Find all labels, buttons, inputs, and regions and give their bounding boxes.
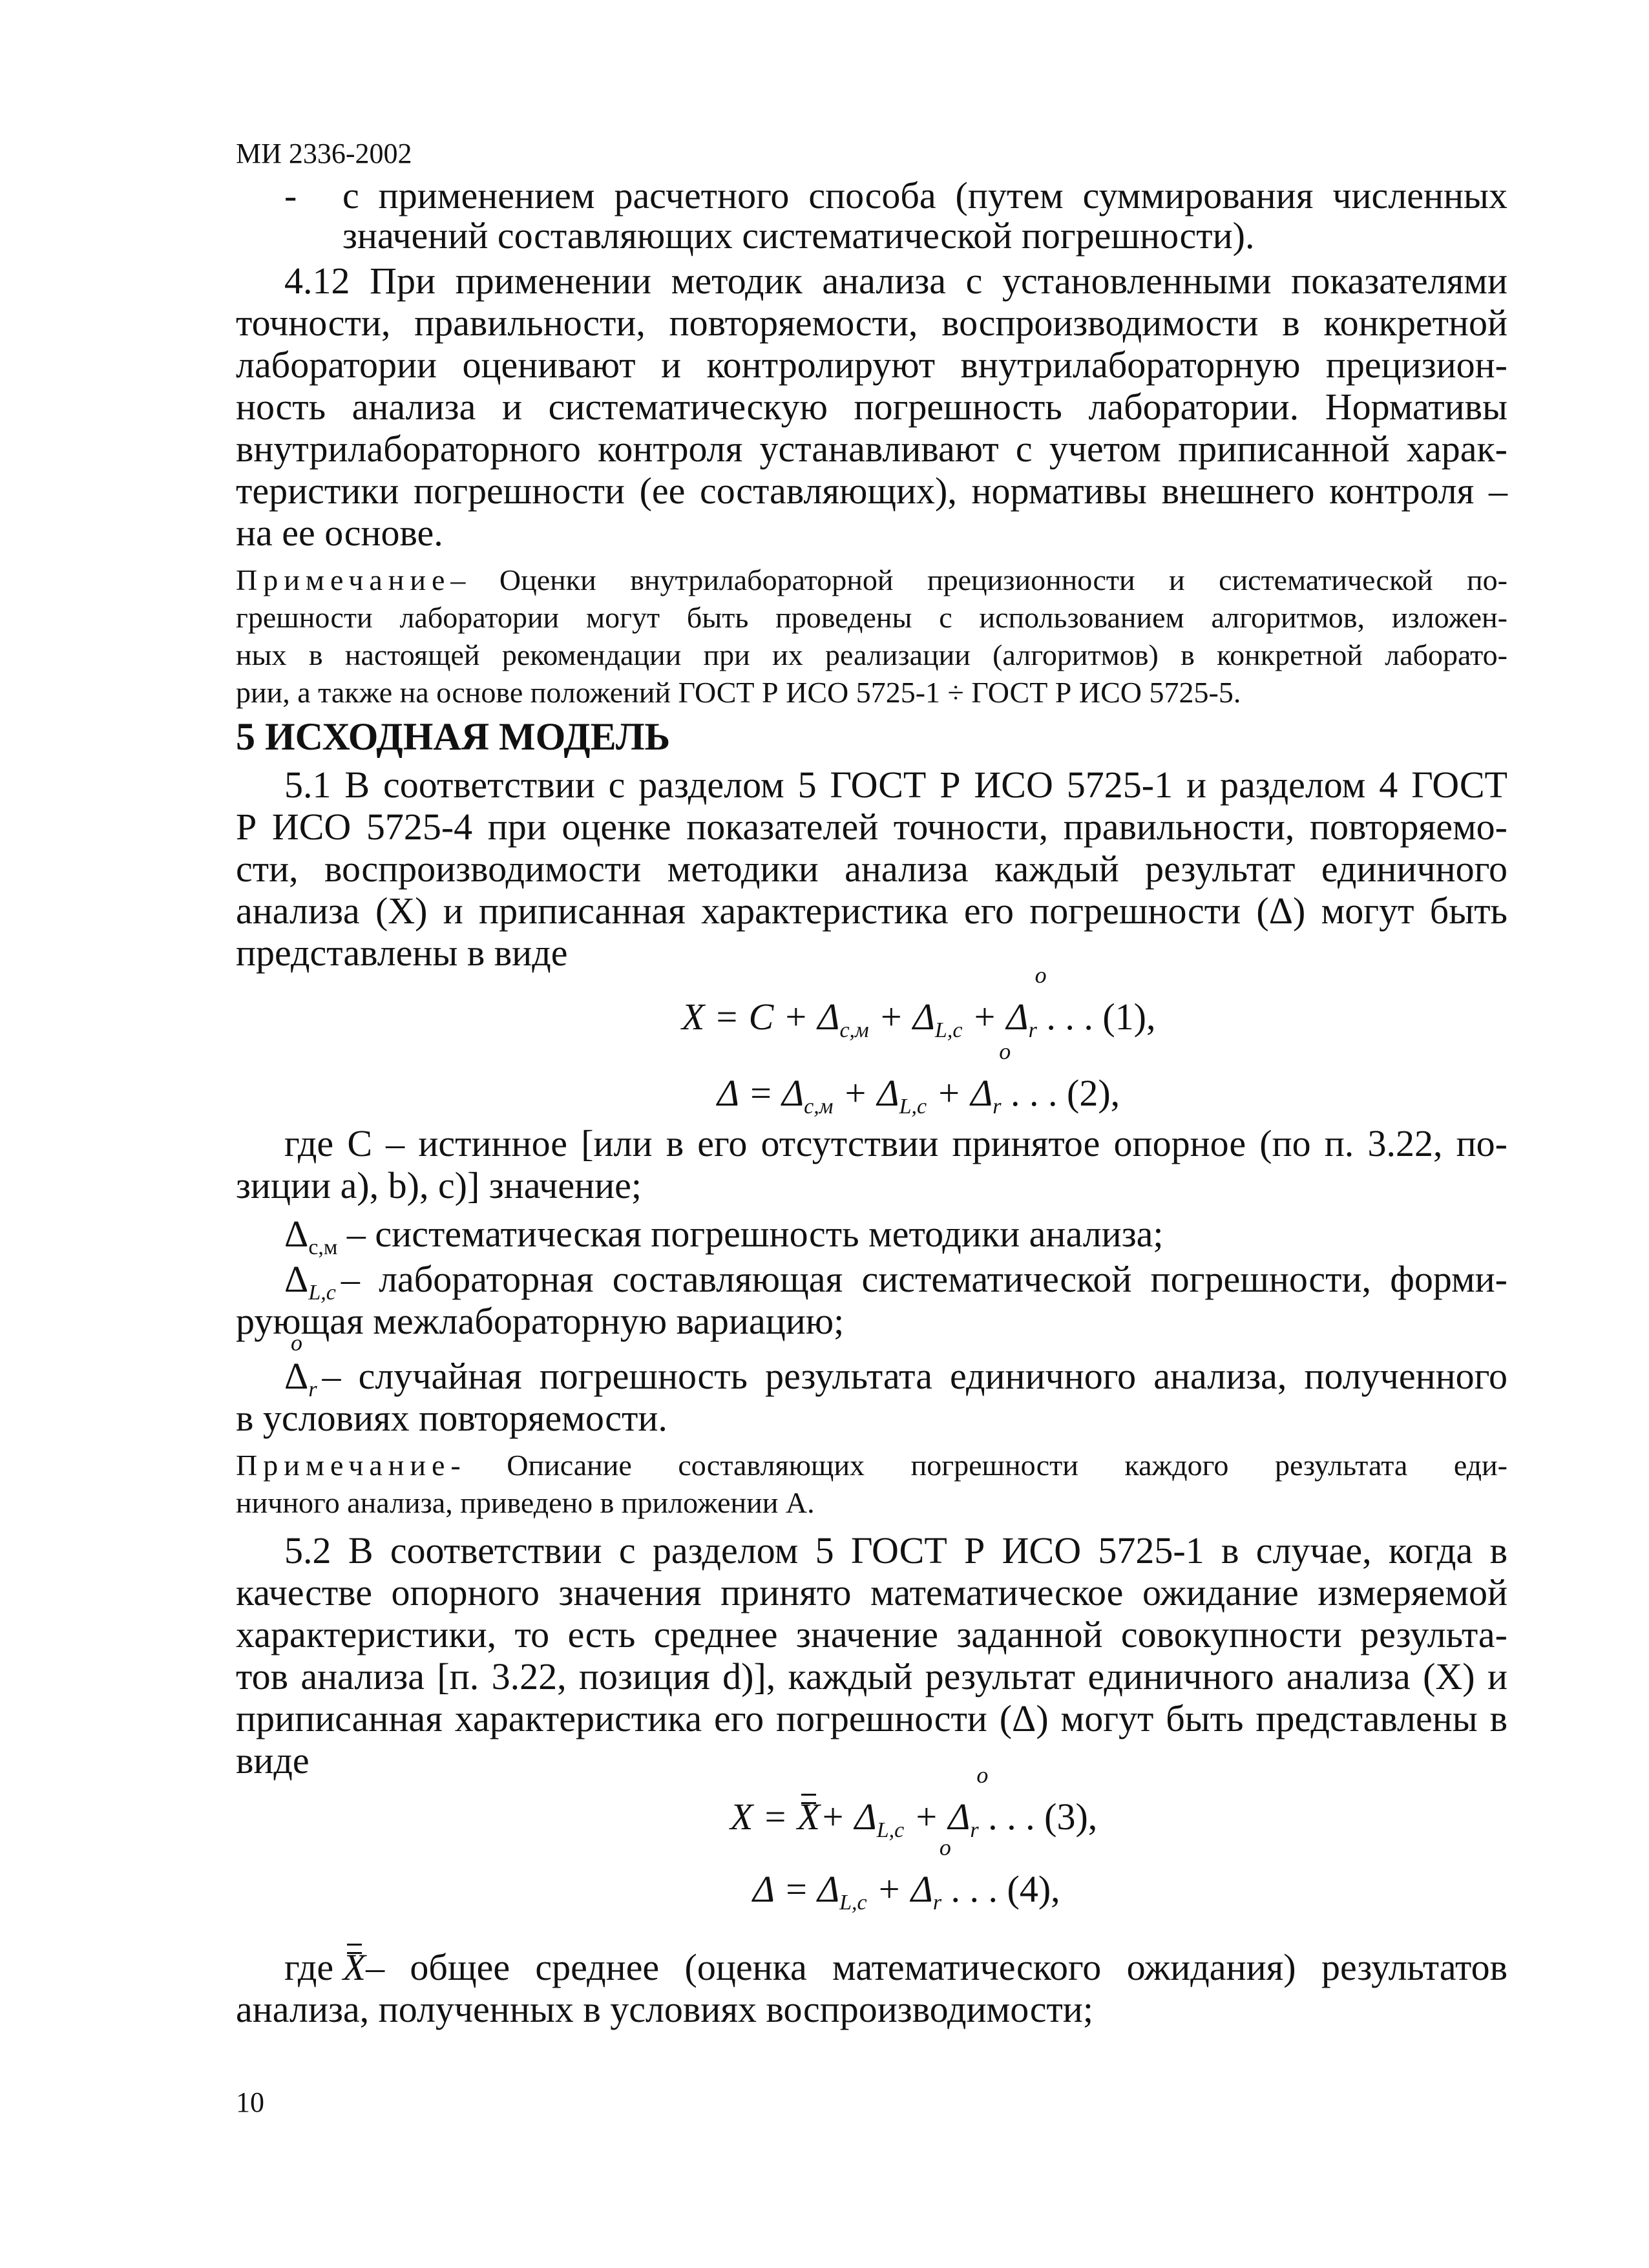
formula-4: $\Delta = \Delta_{L,c} + \Delta o$ $_r$ . . . (4), bbox=[753, 1867, 1060, 1911]
paragraph-line: виде bbox=[236, 1739, 310, 1781]
definition-line: анализа, полученных в условиях воспроизводимости; bbox=[236, 1988, 1093, 2030]
paragraph-line: 5.1 В соответствии с разделом 5 ГОСТ Р ИСО 5725-1 и разделом 4 ГОСТ bbox=[284, 764, 1507, 806]
section-heading: 5 ИСХОДНАЯ МОДЕЛЬ bbox=[236, 715, 671, 758]
double-bar-x: X bbox=[797, 1796, 821, 1838]
note-line: грешности лаборатории могут быть проведены с использованием алгоритмов, изложен- bbox=[236, 601, 1507, 634]
definition-lc: $\Delta_{L,c}$ – лабораторная составляющая систематической погрешности, форми- bbox=[284, 1258, 1507, 1305]
formula-1: $X = C + \Delta_{с,м} + \Delta_{L,c} + \Delta o$ $_r$ . . . (1), bbox=[682, 995, 1155, 1038]
paragraph-line: 5.2 В соответствии с разделом 5 ГОСТ Р ИСО 5725-1 в случае, когда в bbox=[284, 1529, 1507, 1571]
paragraph-line: Р ИСО 5725-4 при оценке показателей точности, правильности, повторяемо- bbox=[236, 806, 1507, 848]
note-line bbox=[236, 1447, 1507, 1484]
paragraph-line: 4.12 При применении методик анализа с установленными показателями bbox=[284, 260, 1507, 302]
definition-cm: $\Delta_{с,м}$ – систематическая погрешность методики анализа; bbox=[284, 1213, 1164, 1259]
note-line bbox=[236, 562, 1507, 598]
ring-accent: o $_r$ bbox=[993, 1071, 1001, 1115]
note-line: рии, а также на основе положений ГОСТ Р ИСО 5725-1 ÷ ГОСТ Р ИСО 5725-5. bbox=[236, 676, 1241, 709]
definition-r: o $\Delta_r$ – случайная погрешность результата единичного анализа, полученного bbox=[284, 1354, 1507, 1399]
paragraph-line: анализа (X) и приписанная характеристика его погрешности (Δ) могут быть bbox=[236, 890, 1507, 932]
page-number: 10 bbox=[236, 2086, 264, 2118]
document-code: МИ 2336-2002 bbox=[236, 138, 412, 169]
note-text: - Описание составляющих погрешности каждого результата еди- bbox=[450, 1449, 1507, 1482]
paragraph-line: представлены в виде bbox=[236, 932, 568, 974]
note-label: Примечание bbox=[236, 563, 451, 596]
note-label: Примечание bbox=[236, 1449, 451, 1482]
formula-2: $\Delta = \Delta_{с,м} + \Delta_{L,c} + \Delta o$ $_r$ . . . (2), bbox=[717, 1071, 1120, 1115]
paragraph-line: характеристики, то есть среднее значение заданной совокупности результа- bbox=[236, 1613, 1507, 1655]
paragraph-line: приписанная характеристика его погрешности (Δ) могут быть представлены в bbox=[236, 1697, 1507, 1739]
paragraph-line: ность анализа и систематическую погрешность лаборатории. Нормативы bbox=[236, 386, 1507, 428]
paragraph-line: тов анализа [п. 3.22, позиция d)], каждый результат единичного анализа (X) и bbox=[236, 1655, 1507, 1697]
paragraph-line: внутрилабораторного контроля устанавливают с учетом приписанной харак- bbox=[236, 428, 1507, 470]
list-item-line: значений составляющих систематической погрешности). bbox=[342, 215, 1255, 257]
definition-line: в условиях повторяемости. bbox=[236, 1397, 667, 1439]
paragraph-line: точности, правильности, повторяемости, воспроизводимости в конкретной bbox=[236, 302, 1507, 344]
definition-line: где С – истинное [или в его отсутствии принятое опорное (по п. 3.22, по- bbox=[284, 1122, 1507, 1164]
list-dash: - bbox=[284, 174, 297, 216]
paragraph-line: сти, воспроизводимости методики анализа каждый результат единичного bbox=[236, 848, 1507, 890]
note-line: ных в настоящей рекомендации при их реализации (алгоритмов) в конкретной лаборато- bbox=[236, 638, 1507, 671]
definition-line: рующая межлабораторную вариацию; bbox=[236, 1300, 845, 1342]
formula-3: $X = X+ \Delta_{L,c} + \Delta o$ $_r$ . . . (3), bbox=[730, 1795, 1097, 1838]
definition-xbar: где X – общее среднее (оценка математического ожидания) результатов bbox=[284, 1945, 1507, 1990]
definition-line: зиции а), b), c)] значение; bbox=[236, 1164, 642, 1206]
ring-accent: o $_r$ bbox=[933, 1867, 941, 1911]
paragraph-line: лаборатории оценивают и контролируют внутрилабораторную прецизион- bbox=[236, 344, 1507, 386]
ring-accent: o $_r$ bbox=[970, 1795, 978, 1838]
paragraph-line: теристики погрешности (ее составляющих), нормативы внешнего контроля – bbox=[236, 470, 1507, 512]
list-item-line: с применением расчетного способа (путем суммирования численных bbox=[342, 174, 1507, 216]
paragraph-line: на ее основе. bbox=[236, 512, 443, 554]
double-bar-x: X bbox=[343, 1945, 366, 1990]
ring-accent: o $_r$ bbox=[1029, 995, 1037, 1038]
note-text: – Оценки внутрилабораторной прецизионности и систематической по- bbox=[450, 563, 1507, 596]
note-line: ничного анализа, приведено в приложении А. bbox=[236, 1486, 815, 1519]
paragraph-line: качестве опорного значения принято математическое ожидание измеряемой bbox=[236, 1571, 1507, 1613]
